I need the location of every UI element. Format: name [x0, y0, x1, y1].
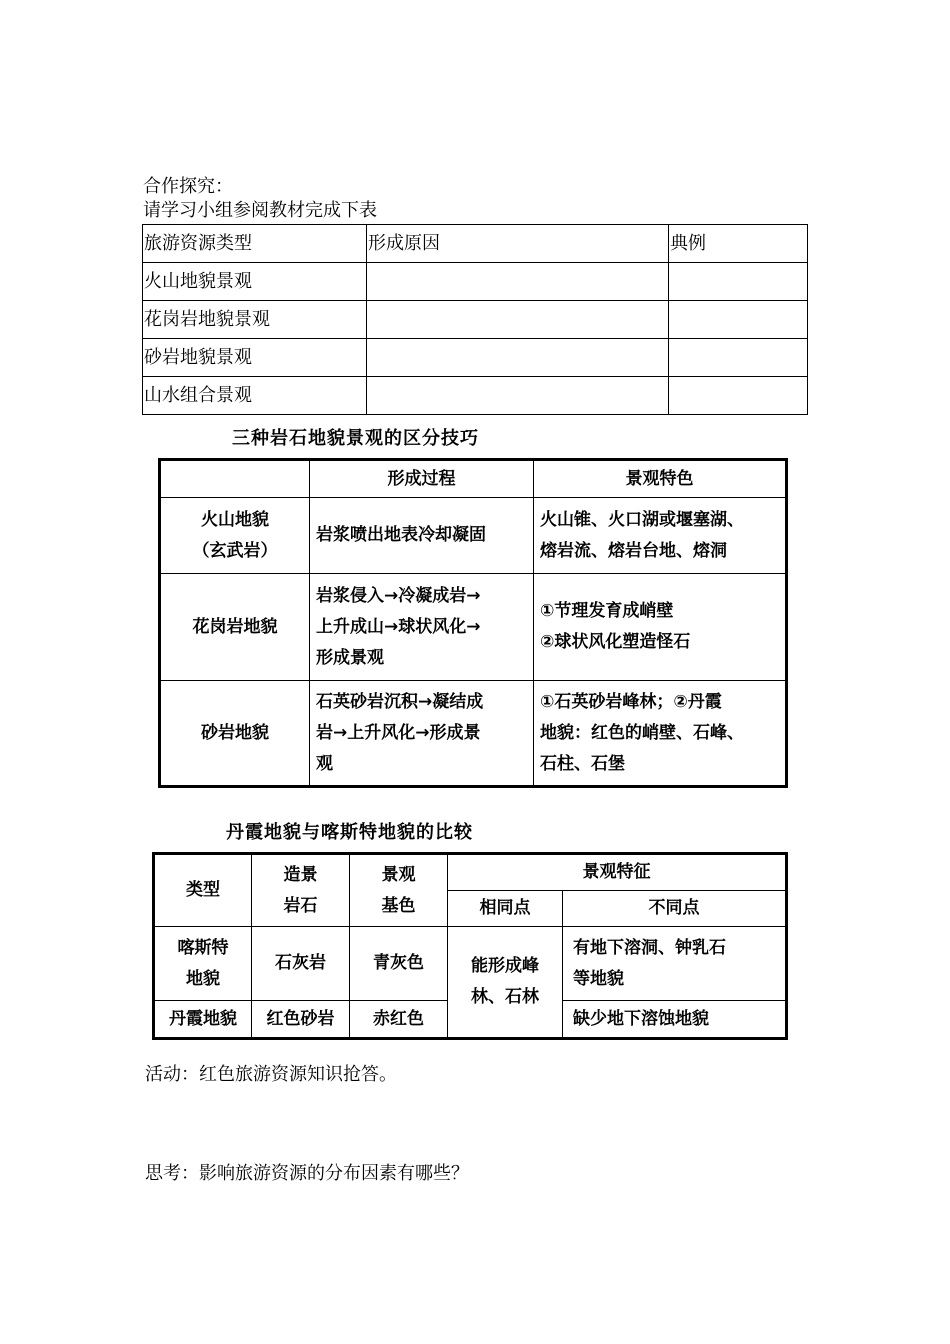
- process-line: 岩浆侵入→冷凝成岩→: [316, 585, 481, 606]
- karst-name: [154, 927, 252, 1001]
- row-volcanic: [160, 498, 310, 574]
- header-color: [350, 854, 448, 927]
- feature-line: 熔岩流、熔岩台地、熔洞: [540, 540, 727, 561]
- header-rock: [252, 854, 350, 927]
- karst-color: 青灰色: [350, 927, 448, 1001]
- landform-table: [158, 458, 788, 788]
- blank-cell[interactable]: [669, 301, 808, 339]
- blank-cell[interactable]: [669, 377, 808, 415]
- row-label: 山水组合景观: [143, 377, 367, 415]
- diff-line: 有地下溶洞、钟乳石: [573, 937, 726, 958]
- danxia-diff: 缺少地下溶蚀地貌: [563, 1001, 787, 1039]
- blank-cell[interactable]: [367, 263, 669, 301]
- feature-cell: [534, 681, 787, 787]
- karst-diff: [563, 927, 787, 1001]
- header-features: 景观特征: [448, 854, 787, 891]
- danxia-rock: 红色砂岩: [252, 1001, 350, 1039]
- worksheet-table: [142, 224, 808, 415]
- row-label: 花岗岩地貌景观: [143, 301, 367, 339]
- feature-cell: [534, 498, 787, 574]
- header-cause: 形成原因: [367, 225, 669, 263]
- row-sandstone: 砂岩地貌: [160, 681, 310, 787]
- same-line: 林、石林: [471, 987, 539, 1007]
- process-cell: [310, 681, 534, 787]
- feature-line: ①石英砂岩峰林；②丹霞: [540, 691, 722, 712]
- table2-caption: 三种岩石地貌景观的区分技巧: [232, 428, 479, 449]
- table3-caption: 丹霞地貌与喀斯特地貌的比较: [226, 822, 473, 843]
- same-line: 能形成峰: [471, 956, 539, 976]
- process-line: 形成景观: [316, 647, 384, 668]
- danxia-name: 丹霞地貌: [154, 1001, 252, 1039]
- blank-cell[interactable]: [669, 339, 808, 377]
- row-label: 砂岩地貌景观: [143, 339, 367, 377]
- karst-rock: 石灰岩: [252, 927, 350, 1001]
- header-type: 旅游资源类型: [143, 225, 367, 263]
- thinking-text: 思考：影响旅游资源的分布因素有哪些？: [145, 1163, 469, 1184]
- comparison-table: [152, 852, 788, 1040]
- same-cell: [448, 927, 563, 1039]
- blank-cell[interactable]: [367, 301, 669, 339]
- process-line: 石英砂岩沉积→凝结成: [316, 691, 484, 712]
- header-empty: [160, 460, 310, 498]
- row-granite: 花岗岩地貌: [160, 574, 310, 681]
- blank-cell[interactable]: [669, 263, 808, 301]
- process-cell: [310, 574, 534, 681]
- header-diff: 不同点: [563, 891, 787, 927]
- header-feature: 景观特色: [534, 460, 787, 498]
- feature-line: 火山锥、火口湖或堰塞湖、: [540, 509, 744, 530]
- feature-line: 石柱、石堡: [540, 753, 625, 774]
- row-name-sub: （玄武岩）: [192, 540, 278, 561]
- header-line: 景观: [381, 864, 416, 885]
- section-heading: 合作探究：: [143, 176, 233, 197]
- header-example: 典例: [669, 225, 808, 263]
- diff-line: 等地貌: [573, 968, 624, 989]
- process-line: 观: [316, 753, 333, 774]
- header-type: 类型: [154, 854, 252, 927]
- row-name: 火山地貌: [201, 509, 269, 530]
- header-line: 基色: [381, 895, 416, 916]
- instruction-text: 请学习小组参阅教材完成下表: [143, 200, 377, 221]
- process-cell: 岩浆喷出地表冷却凝固: [310, 498, 534, 574]
- feature-line: ①节理发育成峭壁: [540, 601, 674, 621]
- header-same: 相同点: [448, 891, 563, 927]
- feature-line: ②球状风化塑造怪石: [540, 632, 691, 652]
- name-line: 喀斯特: [177, 937, 229, 958]
- header-line: 造景: [283, 864, 318, 885]
- header-line: 岩石: [283, 895, 318, 916]
- blank-cell[interactable]: [367, 377, 669, 415]
- feature-cell: [534, 574, 787, 681]
- header-process: 形成过程: [310, 460, 534, 498]
- name-line: 地貌: [186, 968, 220, 989]
- activity-text: 活动：红色旅游资源知识抢答。: [145, 1064, 397, 1085]
- feature-line: 地貌：红色的峭壁、石峰、: [540, 722, 744, 743]
- process-line: 上升成山→球状风化→: [316, 616, 481, 637]
- danxia-color: 赤红色: [350, 1001, 448, 1039]
- process-line: 岩→上升风化→形成景: [316, 722, 481, 743]
- row-label: 火山地貌景观: [143, 263, 367, 301]
- blank-cell[interactable]: [367, 339, 669, 377]
